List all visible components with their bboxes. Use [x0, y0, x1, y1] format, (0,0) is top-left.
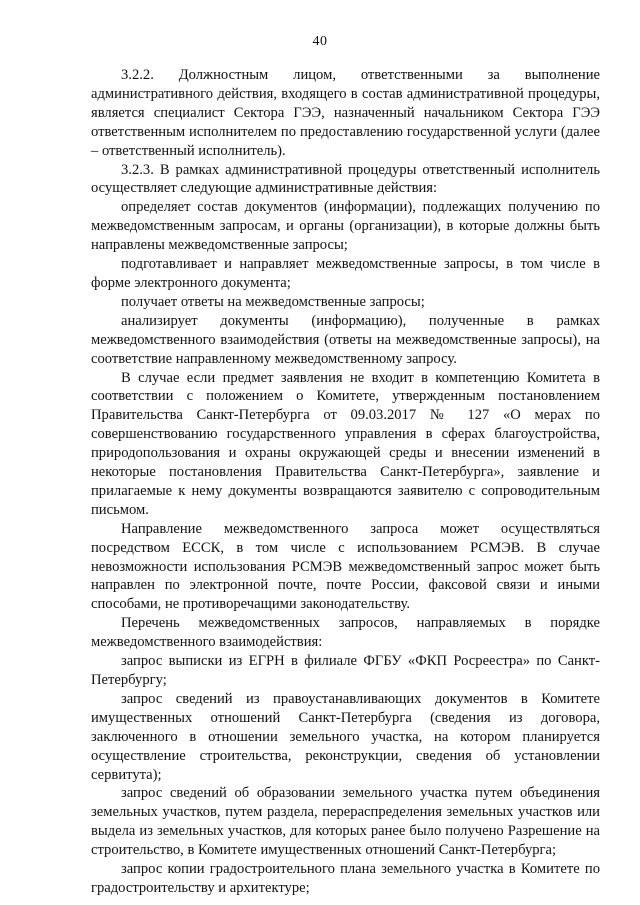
list-item-prepares-requests: подготавливает и направляет межведомственные запросы, в том числе в форме электронного документа; [91, 256, 600, 291]
paragraph-request-list-intro: Перечень межведомственных запросов, направляемых в порядке межведомственного взаимодействия: [91, 615, 600, 651]
paragraph-return-application: В случае если предмет заявления не входит в компетенцию Комитета в соответствии с положением о Комитете, утвержденным постановлением Правительства Санкт-Петербурга от 09.03.2017 № 127 «О мерах по совершенствованию государственного управления в сферах благоустройства, природопользования и охраны окружающей среды и внесении изменений в некоторые постановления Правительства Санкт-Петербурга», заявление и прилагаемые к нему документы возвращаются заявителю с сопроводительным письмом. [91, 369, 600, 518]
paragraph-3-2-2: 3.2.2. Должностным лицом, ответственными за выполнение административного действия, входящего в состав административной процедуры, является специалист Сектора ГЭЭ, назначенный начальником Сектора ГЭЭ ответственным исполнителем по предоставлению государственной услуги (далее – ответственный исполнитель). [91, 67, 600, 159]
page-number: 40 [312, 34, 328, 49]
list-item-egrn-request: запрос выписки из ЕГРН в филиале ФГБУ «ФКП Росреестра» по Санкт-Петербургу; [91, 653, 600, 688]
document-body [91, 66, 600, 898]
list-item-receives-responses: получает ответы на межведомственные запросы; [121, 293, 425, 310]
list-item-urban-plan-request: запрос копии градостроительного плана земельного участка в Комитете по градостроительству и архитектуре; [91, 861, 600, 896]
paragraph-request-channels: Направление межведомственного запроса может осуществляться посредством ЕССК, в том числе с использованием РСМЭВ. В случае невозможности использования РСМЭВ межведомственный запрос может быть направлен по электронной почте, почте России, факсовой связи и иными способами, не противоречащими законодательству. [91, 520, 600, 613]
list-item-land-formation-request: запрос сведений об образовании земельного участка путем объединения земельных участков, путем раздела, перераспределения земельных участков или выдела из земельных участков, для которых ранее было получено Разрешение на строительство, в Комитете имущественных отношений Санкт-Петербурга; [91, 785, 600, 859]
paragraph-3-2-3: 3.2.3. В рамках административной процедуры ответственный исполнитель осуществляет следующие административные действия: [91, 161, 600, 197]
list-item-determines-documents: определяет состав документов (информации), подлежащих получению по межведомственным запросам, и органы (организации), в которые должны быть направлены межведомственные запросы; [91, 199, 600, 254]
list-item-analyzes-documents: анализирует документы (информацию), полученные в рамках межведомственного взаимодействия (ответы на межведомственные запросы), на соответствие направленному межведомственному запросу. [91, 312, 600, 367]
list-item-title-documents-request: запрос сведений из правоустанавливающих документов в Комитете имущественных отношений Санкт-Петербурга (сведения из договора, заключенного в отношении земельного участка, на котором планируется осуществление строительства, реконструкции, сведения об установлении сервитута); [91, 690, 600, 783]
